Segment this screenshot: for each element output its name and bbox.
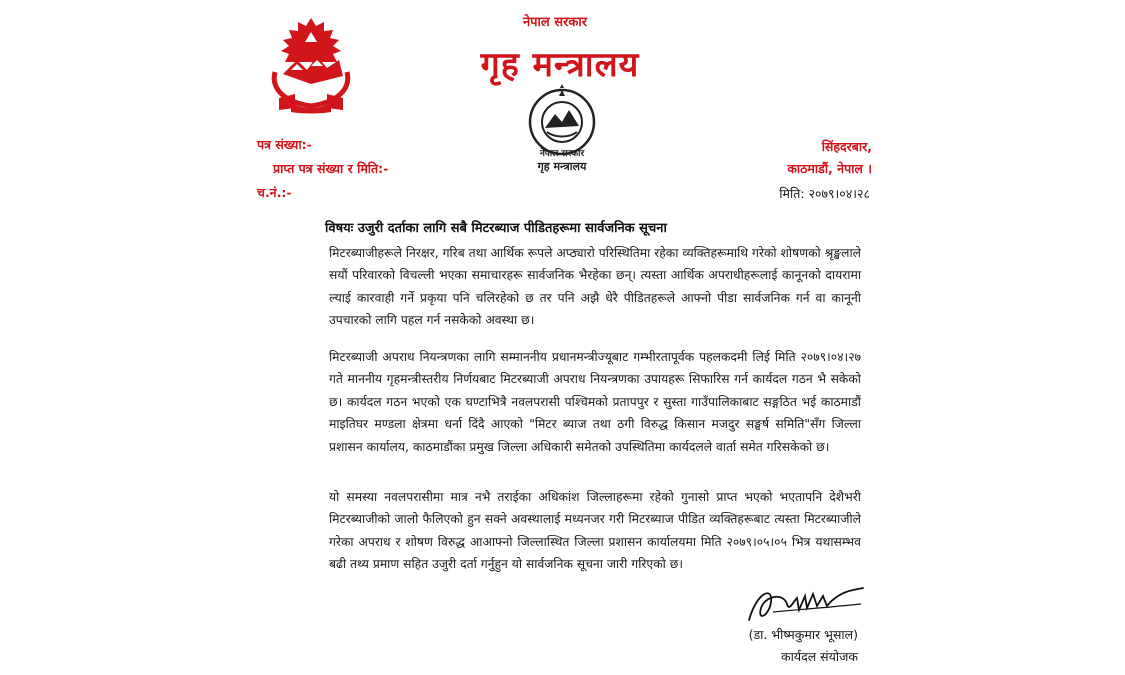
- paragraph-3: यो समस्या नवलपरासीमा मात्र नभै तराईका अधिकांश जिल्लाहरूमा रहेको गुनासो प्राप्त भएको भएतापनि देशैभरी मिटरब्याजीको जालो फैलिएको हुन सक्ने अवस्थालाई मध्यनजर गरी मिटरब्याज पीडित व्यक्तिहरूबाट त्यस्ता मिटरब्याजीले गरेका अपराध र शोषण विरुद्ध आआफ्नो जिल्लास्थित जिल्ला प्रशासन कार्यालयमा मिति २०७९।०५।०५ भित्र यथासम्भव बढी तथ्य प्रमाण सहित उजुरी दर्ता गर्नुहुन यो सार्वजनिक सूचना जारी गरिएको छ।: [329, 490, 861, 572]
- ministry-heading: गृह मन्त्रालय: [480, 45, 640, 85]
- seal-text-top: नेपाल सरकार: [539, 149, 585, 159]
- letter-subject: विषयः उजुरी दर्ताका लागि सबै मिटरब्याज पीडितहरूमा सार्वजनिक सूचना: [325, 221, 667, 236]
- seal-text-bottom: गृह मन्त्रालय: [537, 160, 587, 173]
- letter-number-label: पत्र संख्या:-: [257, 137, 312, 152]
- letter-date: मिति: २०७९।०४।२८: [779, 186, 870, 201]
- signatory-name: (डा. भीष्मकुमार भूसाल): [748, 627, 858, 642]
- official-letter: [255, 0, 880, 675]
- address-line-1: सिंहदरबार,: [821, 139, 872, 154]
- ministry-seal-icon: [517, 82, 607, 174]
- paragraph-2: मिटरब्याजी अपराध नियन्त्रणका लागि सम्माननीय प्रधानमन्त्रीज्यूबाट गम्भीरतापूर्वक पहलकदमी लिई मिति २०७९।०४।२७ गते माननीय गृहमन्त्रीस्तरीय निर्णयबाट मिटरब्याजी अपराध नियन्त्रणका उपायहरू सिफारिस गर्न कार्यदल गठन भै सकेको छ। कार्यदल गठन भएको एक घण्टाभित्रै नवलपरासी पश्चिमको प्रतापपुर र सुस्ता गाउँपालिकाबाट सङ्गठित भई काठमाडौं माइतिघर मण्डला क्षेत्रमा धर्ना दिंदै आएको "मिटर ब्याज तथा ठगी विरुद्ध किसान मजदुर सङ्घर्ष समिति"सँग जिल्ला प्रशासन कार्यालय, काठमाडौंका प्रमुख जिल्ला अधिकारी समेतको उपस्थितिमा कार्यदलले वार्ता समेत गरिसकेको छ।: [329, 350, 861, 454]
- signature-icon: [743, 582, 869, 626]
- nepal-emblem-icon: [261, 14, 361, 114]
- received-letter-label: प्राप्त पत्र संख्या र मिति:-: [273, 161, 389, 176]
- address-line-2: काठमाडौं, नेपाल ।: [787, 161, 872, 176]
- dispatch-number-label: च.नं.:-: [257, 185, 292, 200]
- paragraph-1: मिटरब्याजीहरूले निरक्षर, गरिब तथा आर्थिक रूपले अप्ठ्यारो परिस्थितिमा रहेका व्यक्तिहरूमाथि गरेको शोषणको श्रृङ्खलाले सयौं परिवारको विचल्ली भएका समाचारहरू सार्वजनिक भैरहेका छन्। त्यस्ता आर्थिक अपराधीहरूलाई कानूनको दायरामा ल्याई कारवाही गर्ने प्रकृया पनि चलिरहेको छ तर पनि अझै धेरै पीडितहरूले आफ्नो पीडा सार्वजनिक गर्न वा कानूनी उपचारको लागि पहल गर्न नसकेको अवस्था छ।: [329, 246, 861, 328]
- signatory-designation: कार्यदल संयोजक: [781, 649, 858, 664]
- government-heading: नेपाल सरकार: [522, 15, 588, 30]
